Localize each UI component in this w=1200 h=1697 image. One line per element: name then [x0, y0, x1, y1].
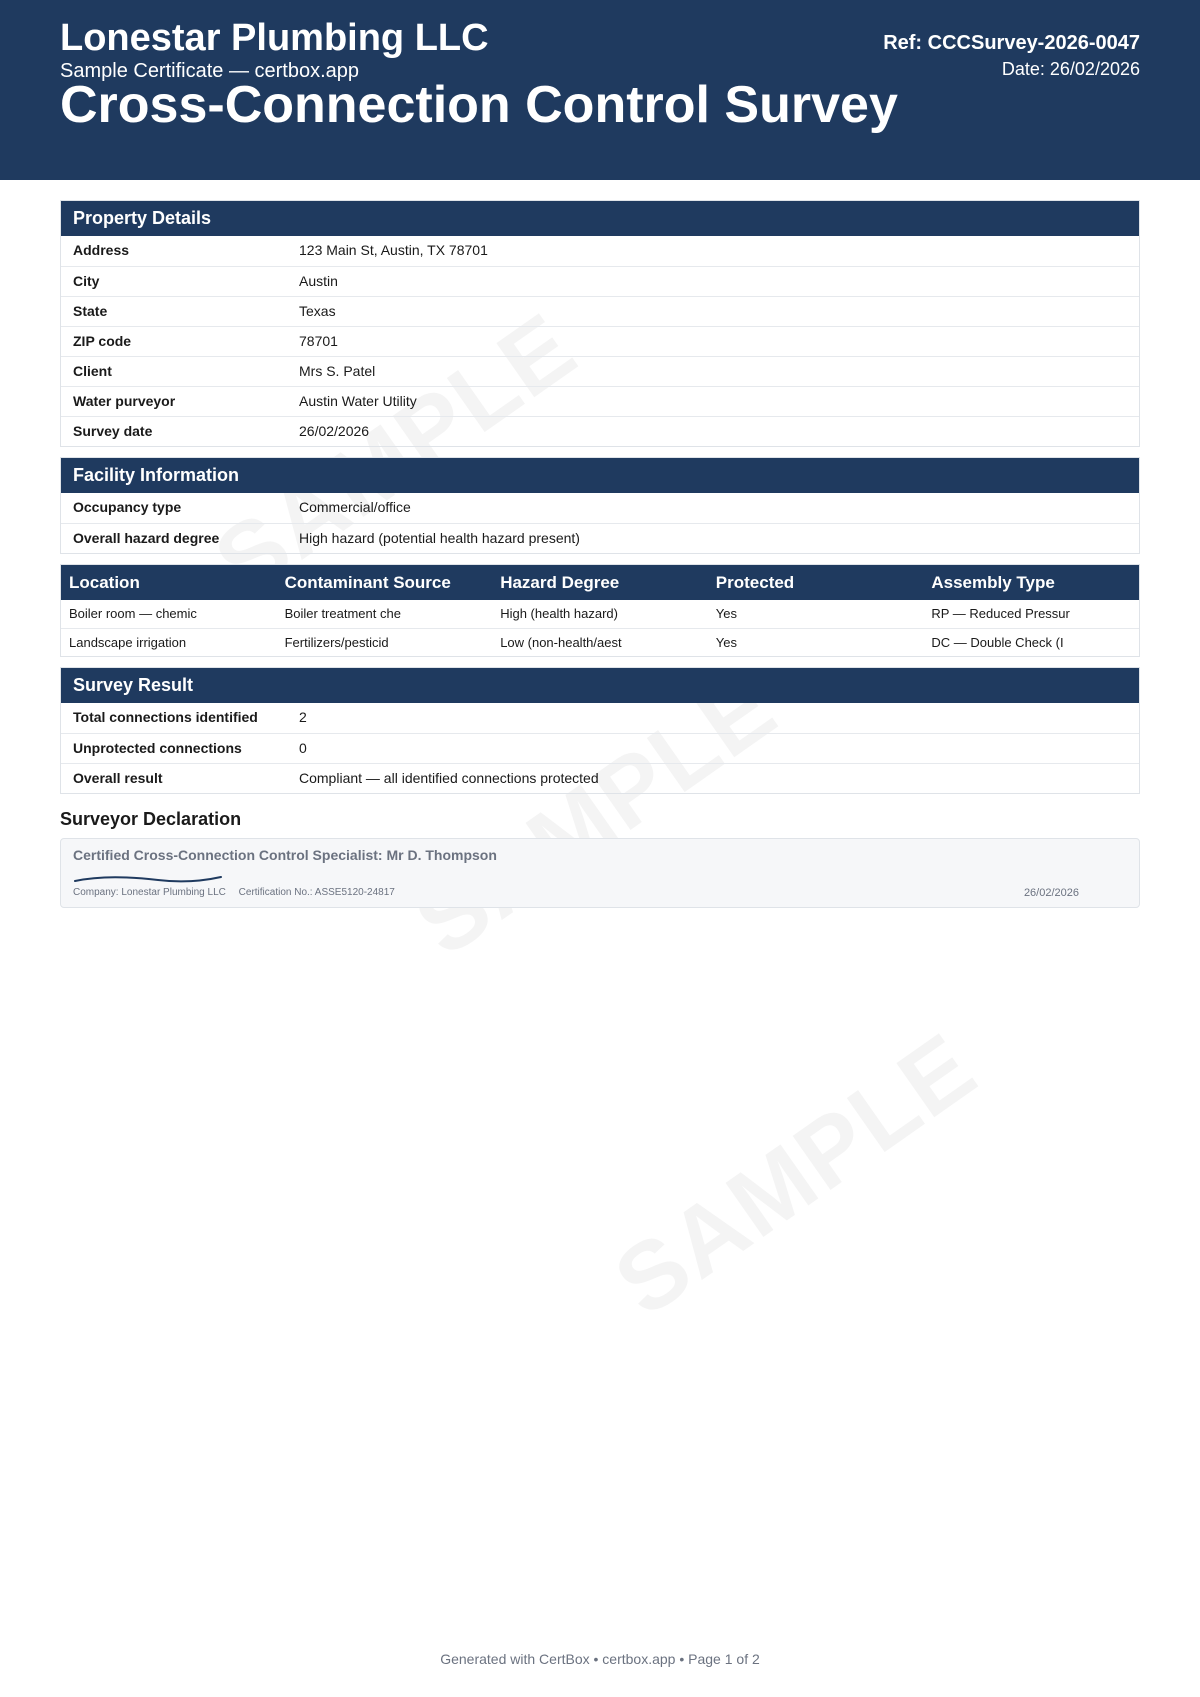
declaration-meta [73, 887, 405, 898]
table-row [61, 600, 1139, 628]
column-header: Hazard Degree [500, 573, 620, 592]
detail-label: Occupancy type [73, 499, 182, 515]
detail-label: Total connections identified [73, 709, 258, 725]
kv-rows [61, 236, 1139, 446]
declaration-date: 26/02/2026 [1023, 887, 1079, 899]
table-header [61, 565, 1139, 600]
table-cell: Boiler treatment che [284, 606, 401, 621]
kv-rows [61, 703, 1139, 793]
table-cell: Yes [715, 635, 737, 650]
detail-label: State [73, 303, 108, 319]
watermark-3 [596, 1012, 997, 1338]
facility-information-section [60, 457, 1140, 554]
detail-row [61, 236, 1139, 266]
page-footer: Generated with CertBox • certbox.app • Page 1 of 2 [440, 1651, 760, 1667]
detail-row [61, 703, 1139, 733]
certificate-body [60, 200, 1140, 908]
company-line: Company: Lonestar Plumbing LLC [73, 887, 226, 898]
table-cell: DC — Double Check (I [931, 635, 1064, 650]
detail-row [61, 356, 1139, 386]
detail-label: Survey date [73, 423, 153, 439]
table-cell: Boiler room — chemic [69, 606, 197, 621]
column-header: Assembly Type [931, 573, 1055, 592]
detail-value: 26/02/2026 [299, 423, 370, 439]
table-cell: Fertilizers/pesticid [284, 635, 389, 650]
detail-label: Water purveyor [73, 393, 176, 409]
detail-value: 123 Main St, Austin, TX 78701 [299, 242, 488, 258]
detail-value: Commercial/office [299, 499, 411, 515]
detail-value: Compliant — all identified connections protected [299, 770, 599, 786]
table-cell: RP — Reduced Pressur [931, 606, 1070, 621]
detail-label: Unprotected connections [73, 740, 242, 756]
declaration-title: Surveyor Declaration [60, 809, 242, 829]
table-cell: Landscape irrigation [69, 635, 187, 650]
specialist-name: Certified Cross-Connection Control Specialist: Mr D. Thompson [73, 847, 497, 863]
detail-value: High hazard (potential health hazard present) [299, 530, 580, 546]
section-title: Survey Result [61, 668, 1139, 703]
reference-number: Ref: CCCSurvey-2026-0047 [883, 32, 1140, 54]
document-title: Cross-Connection Control Survey [60, 76, 898, 134]
detail-label: Overall hazard degree [73, 530, 220, 546]
detail-value: Austin [299, 273, 338, 289]
detail-row [61, 733, 1139, 763]
detail-row [61, 416, 1139, 446]
property-details-section [60, 200, 1140, 447]
table-cell: High (health hazard) [500, 606, 618, 621]
detail-label: ZIP code [73, 333, 132, 349]
certificate-header [0, 0, 1200, 180]
table-body [61, 600, 1139, 656]
certificate-subtitle: Sample Certificate — certbox.app [60, 60, 360, 82]
detail-value: 2 [299, 709, 307, 725]
column-header: Protected [715, 573, 795, 592]
company-name: Lonestar Plumbing LLC [60, 17, 489, 59]
kv-rows [61, 493, 1139, 553]
table-cell: Low (non-health/aest [500, 635, 622, 650]
detail-label: Client [73, 363, 112, 379]
detail-row [61, 386, 1139, 416]
declaration-box [60, 838, 1140, 908]
detail-value: Mrs S. Patel [299, 363, 376, 379]
detail-row [61, 493, 1139, 523]
detail-label: Address [73, 242, 130, 258]
column-header: Contaminant Source [284, 573, 451, 592]
detail-label: Overall result [73, 770, 163, 786]
section-title: Facility Information [61, 458, 1139, 493]
survey-result-section [60, 667, 1140, 794]
table-cell: Yes [715, 606, 737, 621]
section-title: Property Details [61, 201, 1139, 236]
detail-value: Austin Water Utility [299, 393, 417, 409]
detail-value: 0 [299, 740, 307, 756]
signature-image [73, 873, 223, 887]
detail-value: Texas [299, 303, 336, 319]
detail-row [61, 763, 1139, 793]
detail-row [61, 523, 1139, 553]
column-header: Location [69, 573, 140, 592]
detail-row [61, 296, 1139, 326]
detail-label: City [73, 273, 100, 289]
issue-date: Date: 26/02/2026 [1001, 59, 1140, 79]
table-row [61, 628, 1139, 656]
certification-number: Certification No.: ASSE5120-24817 [238, 887, 395, 898]
connections-table [60, 564, 1140, 657]
detail-value: 78701 [299, 333, 338, 349]
detail-row [61, 326, 1139, 356]
detail-row [61, 266, 1139, 296]
